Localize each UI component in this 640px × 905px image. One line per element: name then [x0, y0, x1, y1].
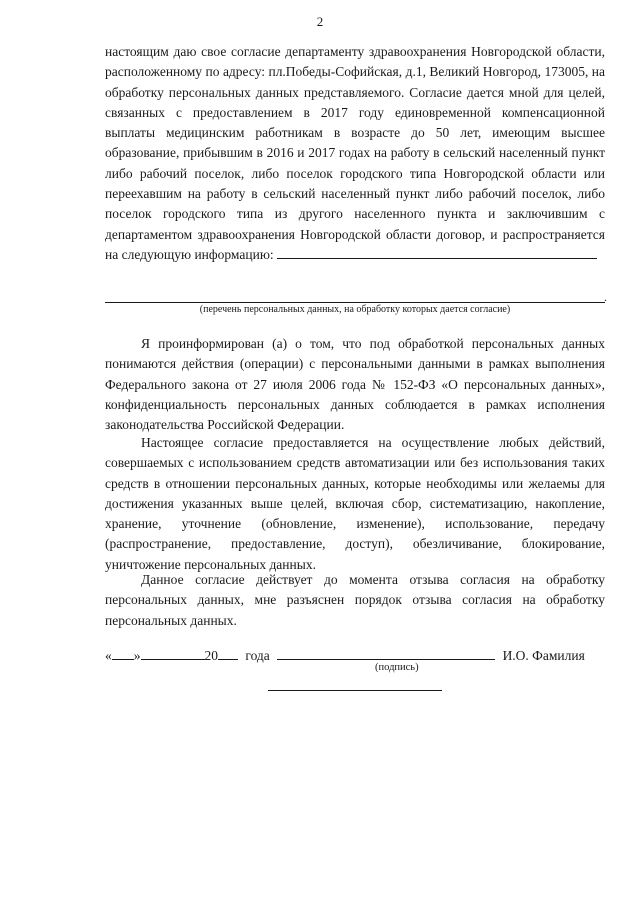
year-prefix: 20: [204, 648, 218, 663]
informed-paragraph: Я проинформирован (а) о том, что под обработкой персональных данных понимаются действия (операции) с персональными данными в рамках выполнения Федерального закона от 27 июля 2006 года № 152-ФЗ «О персональных данных», конфиденциальность персональных данных соблюдается в рамках исполнения законодательства Российской Федерации.: [105, 336, 605, 433]
scope-paragraph: Настоящее согласие предоставляется на осуществление любых действий, совершаемых с использованием средств автоматизации или без использования таких средств в отношении персональных данных, которые необходимы или желаемы для достижения указанных выше целей, включая сбор, систематизацию, накопление, хранение, уточнение (обновление, изменение), использование, передачу (распространение, предоставление, доступ), обезличивание, блокирование, уничтожение персональных данных.: [105, 435, 605, 572]
signature-row: [105, 645, 605, 664]
validity-paragraph: Данное согласие действует до момента отзыва согласия на обработку персональных данных, мне разъяснен порядок отзыва согласия на обработку персональных данных.: [105, 572, 605, 628]
signature-blank: [277, 645, 495, 660]
info-line-period: .: [604, 290, 607, 304]
year-word: года: [245, 648, 270, 663]
signer-name: И.О. Фамилия: [502, 648, 585, 663]
open-quote: «: [105, 648, 112, 663]
page-number: 2: [316, 14, 324, 29]
info-fill-line: [105, 302, 605, 303]
info-blank-inline: [277, 246, 597, 259]
consent-paragraph: [105, 42, 605, 265]
day-blank: [112, 645, 134, 660]
end-divider-line: [268, 690, 442, 691]
close-quote: »: [133, 648, 141, 663]
info-caption: (перечень персональных данных, на обработку которых дается согласие): [199, 304, 511, 315]
year-blank: [218, 645, 238, 660]
consent-text: настоящим даю свое согласие департаменту здравоохранения Новгородской области, расположенному по адресу: пл.Победы-Софийская, д.1, Великий Новгород, 173005, на обработку персональных данных представляемого. Согласие дается мной для целей, связанных с предоставлением в 2017 году единовременной компенсационной выплаты медицинским работникам в возрасте до 50 лет, имеющим высшее образование, прибывшим в 2016 и 2017 годах на работу в сельский населенный пункт либо рабочий поселок, либо поселок городского типа Новгородской области или переехавшим на работу в сельский населенный пункт либо рабочий поселок, либо поселок городского типа из другого населенного пункта и заключившим с департаментом здравоохранения Новгородской области договор, и распространяется на следующую информацию:: [105, 44, 605, 262]
signature-caption: (подпись): [375, 662, 419, 673]
month-blank: [141, 645, 205, 660]
